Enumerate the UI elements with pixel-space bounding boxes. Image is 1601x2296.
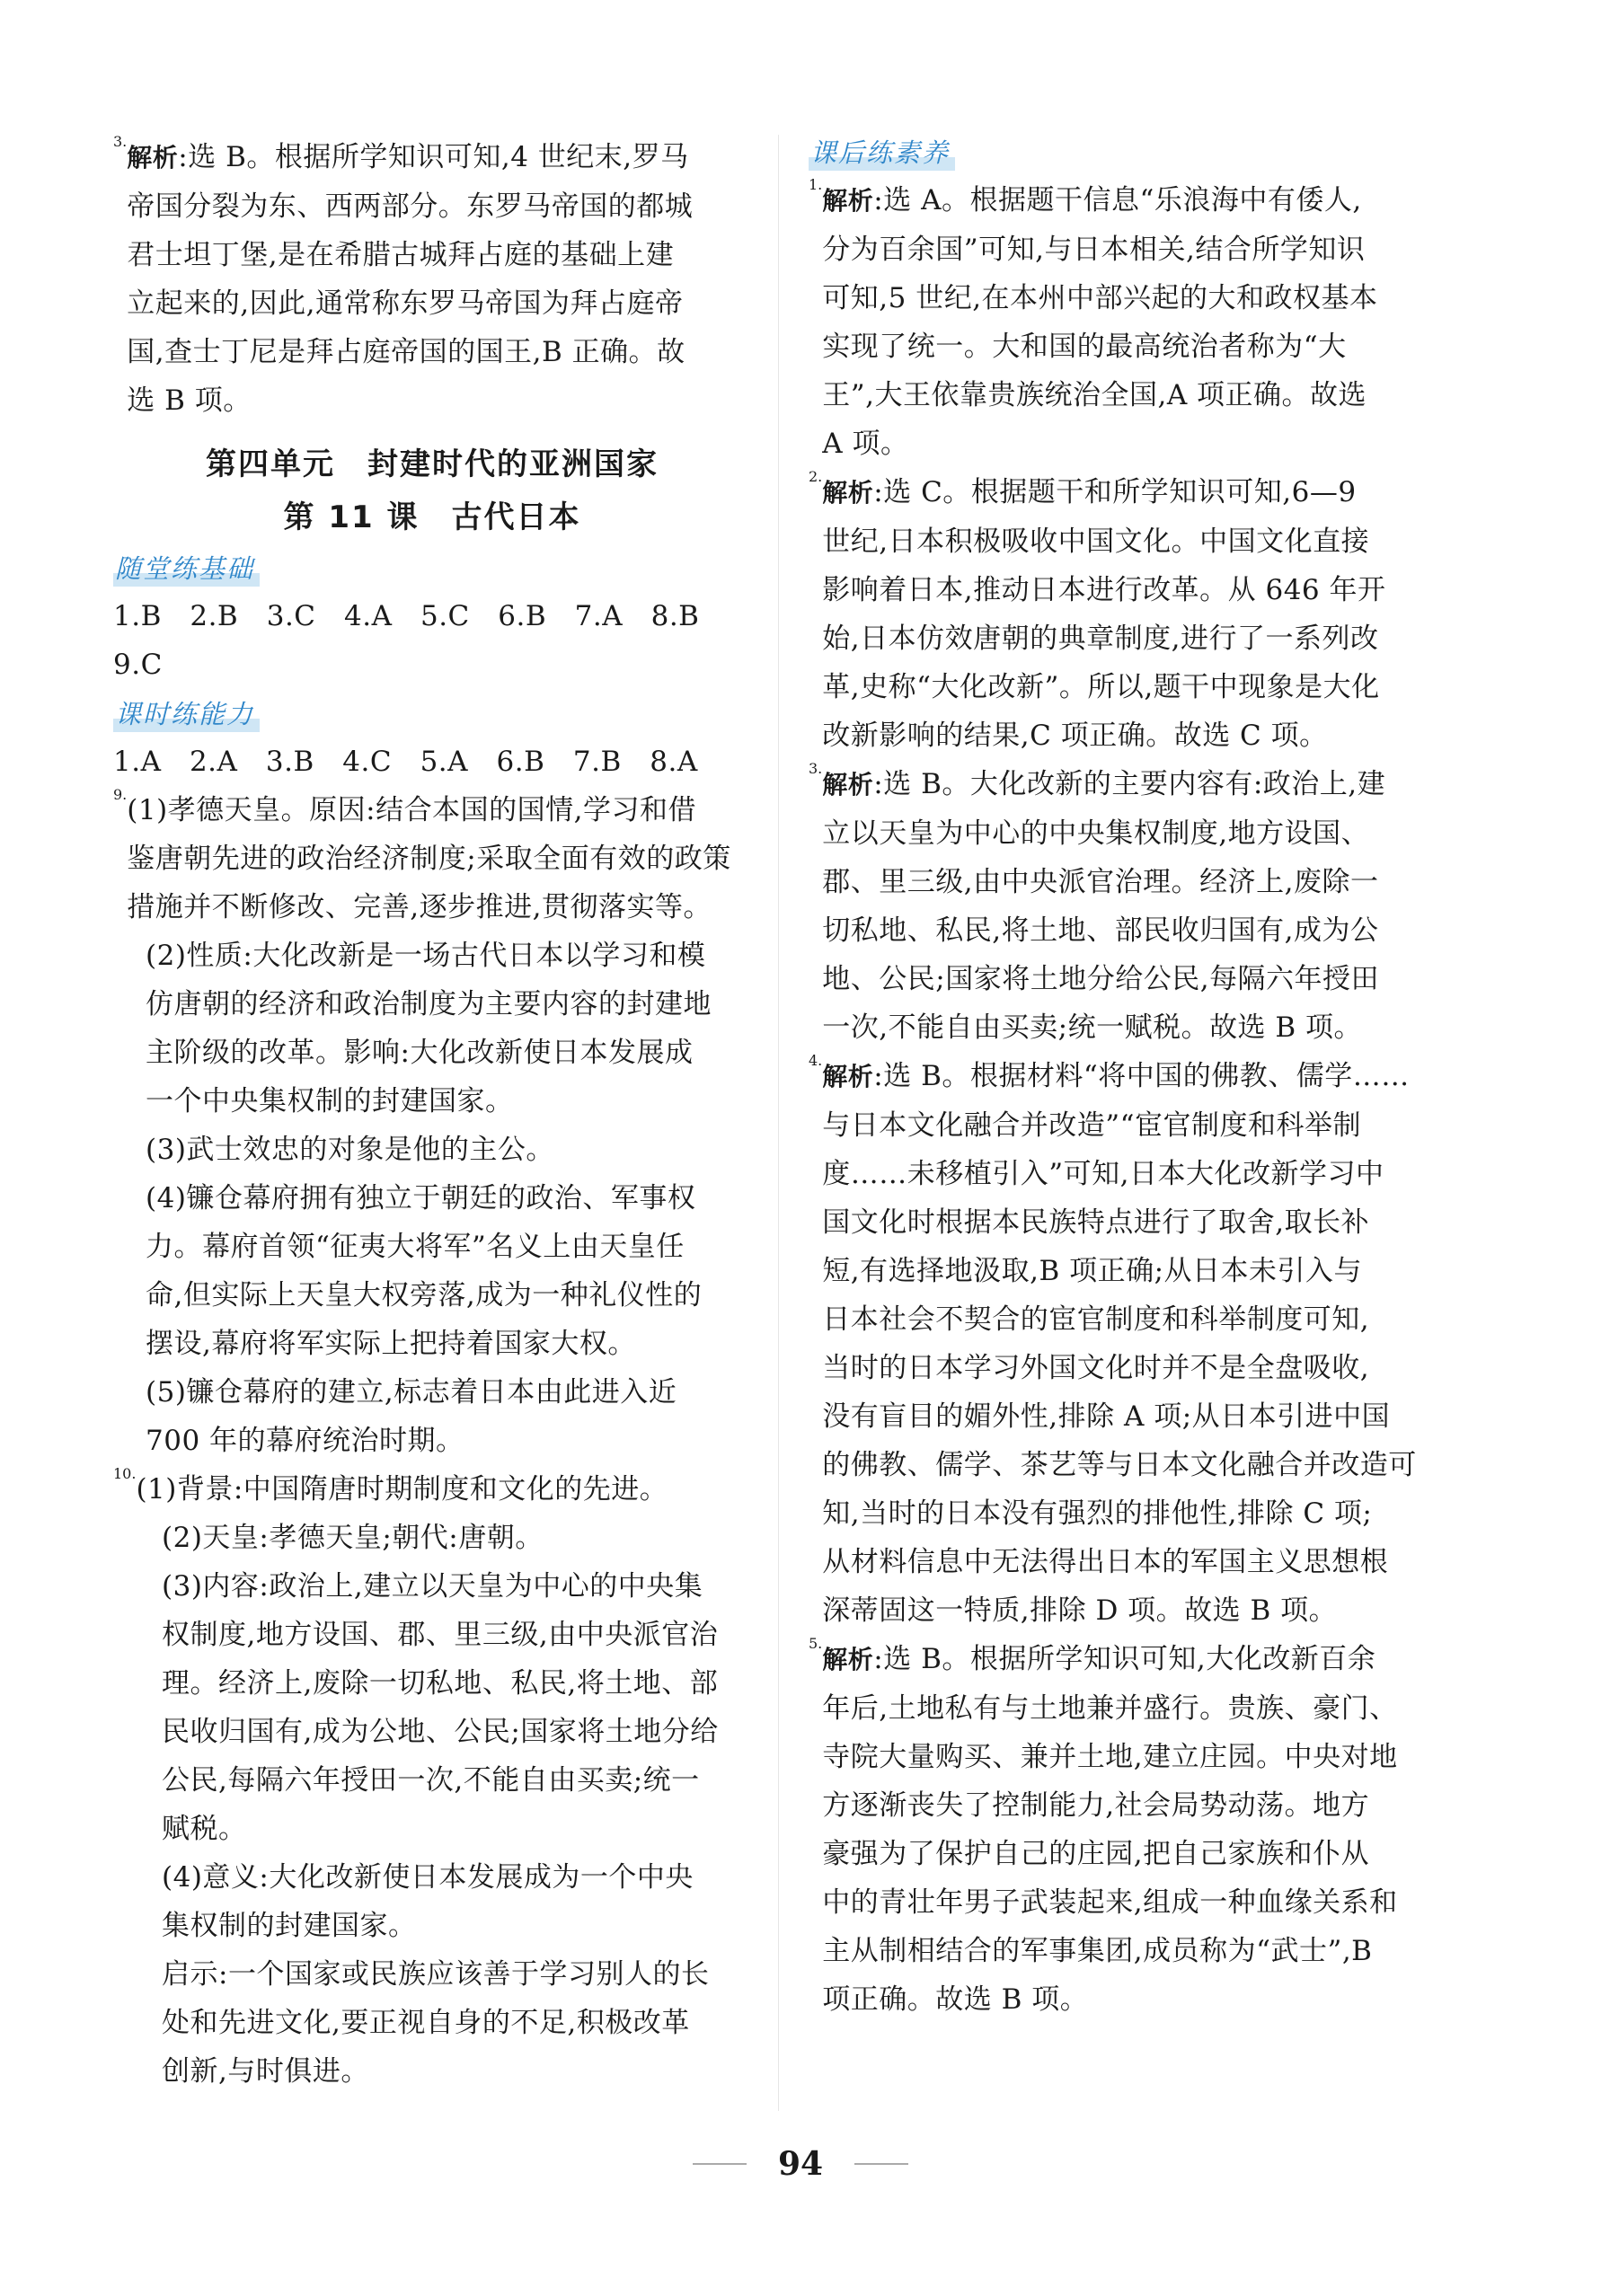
question-9-part-2: (2)性质:大化改新是一场古代日本以学习和模 仿唐朝的经济和政治制度为主要内容的封建地 主阶级的改革。影响:大化改新使日本发展成 一个中央集权制的封建国家。 <box>146 940 712 1117</box>
question-9-part-3: (3)武士效忠的对象是他的主公。 <box>146 1134 554 1166</box>
footer-rule-left <box>693 2163 747 2165</box>
analysis-label: 解析 <box>822 186 874 216</box>
question-10: 10. (1)背景:中国隋唐时期制度和文化的先进。 <box>113 1465 751 1514</box>
question-1: 1. 解析:选 A。根据题干信息“乐浪海中有倭人, 分为百余国”可知,与日本相关,结合所学知识 可知,5 世纪,在本州中部兴起的大和政权基本 实现了统一。大和国的最高统治者称为“大 王”,大王依靠贵族统治全国,A 项正确。故选 A 项。 <box>809 176 1454 468</box>
analysis-label: 解析 <box>822 770 874 799</box>
question-10-part-3: (3)内容:政治上,建立以天皇为中心的中央集 权制度,地方设国、郡、里三级,由中央派官治 理。经济上,废除一切私地、私民,将土地、部 民收归国有,成为公地、公民;国家将土地分给 公民,每隔六年授田一次,不能自由买卖;统一 赋税。 <box>162 1570 719 1845</box>
question-number: 10. <box>113 1465 137 1482</box>
answer-key-line: 9.C <box>113 649 163 681</box>
question-number: 3. <box>113 133 128 150</box>
question-2: 2. 解析:选 C。根据题干和所学知识可知,6—9 世纪,日本积极吸收中国文化。中国文化直接 影响着日本,推动日本进行改革。从 646 年开 始,日本仿效唐朝的典章制度,进行了一系列改 革,史称“大化改新”。所以,题干中现象是大化 改新影响的结果,C 项正确。故选 C 项。 <box>809 468 1454 760</box>
left-column <box>113 133 751 2096</box>
question-number: 2. <box>809 468 823 485</box>
section-heading-basic: 随堂练基础 <box>113 551 260 587</box>
question-9-part-5: (5)镰仓幕府的建立,标志着日本由此进入近 700 年的幕府统治时期。 <box>146 1376 677 1457</box>
question-number: 3. <box>809 760 823 777</box>
question-10-part-4: (4)意义:大化改新使日本发展成为一个中央 集权制的封建国家。 <box>162 1861 694 1942</box>
question-9-part-4: (4)镰仓幕府拥有独立于朝廷的政治、军事权 力。幕府首领“征夷大将军”名义上由天皇任 命,但实际上天皇大权旁落,成为一种礼仪性的 摆设,幕府将军实际上把持着国家大权。 <box>146 1182 703 1360</box>
question-number: 5. <box>809 1635 823 1652</box>
right-column <box>809 128 1454 2024</box>
section-heading-after-class: 课后练素养 <box>809 135 955 171</box>
question-9: 9. (1)孝德天皇。原因:结合本国的国情,学习和借 鉴唐朝先进的政治经济制度;采取全面有效的政策 措施并不断修改、完善,逐步推进,贯彻落实等。 <box>113 786 751 932</box>
footer-rule-right <box>854 2163 908 2165</box>
page-number: 94 <box>777 2145 824 2183</box>
column-divider <box>778 135 779 2111</box>
page-footer <box>0 2145 1601 2183</box>
question-5-after: 5. 解析:选 B。根据所学知识可知,大化改新百余 年后,土地私有与土地兼并盛行。贵族、豪门、 寺院大量购买、兼并土地,建立庄园。中央对地 方逐渐丧失了控制能力,社会局势动荡。地方 豪强为了保护自己的庄园,把自己家族和仆从 中的青壮年男子武装起来,组成一种血缘关系和 主从制相结合的军事集团,成员称为“武士”,B 项正确。故选 B 项。 <box>809 1635 1454 2024</box>
section-heading-ability: 课时练能力 <box>113 696 260 732</box>
analysis-label: 解析 <box>822 1062 874 1091</box>
unit-title: 第四单元 封建时代的亚洲国家 <box>206 446 659 482</box>
analysis-label: 解析 <box>127 143 179 172</box>
question-number: 9. <box>113 786 128 803</box>
question-3: 3. 解析:选 B。根据所学知识可知,4 世纪末,罗马 帝国分裂为东、西两部分。东罗马帝国的都城 君士坦丁堡,是在希腊古城拜占庭的基础上建 立起来的,因此,通常称东罗马帝国为拜占庭帝 国,查士丁尼是拜占庭帝国的国王,B 正确。故 选 B 项。 <box>113 133 751 425</box>
question-number: 1. <box>809 176 823 193</box>
question-number: 4. <box>809 1052 823 1069</box>
answer-key-line: 1.B 2.B 3.C 4.A 5.C 6.B 7.A 8.B <box>113 600 700 632</box>
question-4-after: 4. 解析:选 B。根据材料“将中国的佛教、儒学…… 与日本文化融合并改造”“宦官制度和科举制 度……未移植引入”可知,日本大化改新学习中 国文化时根据本民族特点进行了取舍,取长补 短,有选择地汲取,B 项正确;从日本未引入与 日本社会不契合的宦官制度和科举制度可知, 当时的日本学习外国文化时并不是全盘吸收, 没有盲目的媚外性,排除 A 项;从日本引进中国 的佛教、儒学、茶艺等与日本文化融合并改造可 知,当时的日本没有强烈的排他性,排除 C 项; 从材料信息中无法得出日本的军国主义思想根 深蒂固这一特质,排除 D 项。故选 B 项。 <box>809 1052 1454 1635</box>
question-10-part-2: (2)天皇:孝德天皇;朝代:唐朝。 <box>162 1522 544 1554</box>
analysis-label: 解析 <box>822 478 874 508</box>
answer-key-line: 1.A 2.A 3.B 4.C 5.A 6.B 7.B 8.A <box>113 746 698 778</box>
analysis-label: 解析 <box>822 1645 874 1674</box>
question-3-after: 3. 解析:选 B。大化改新的主要内容有:政治上,建 立以天皇为中心的中央集权制度,地方设国、 郡、里三级,由中央派官治理。经济上,废除一 切私地、私民,将土地、部民收归国有,成为公 地、公民;国家将土地分给公民,每隔六年授田 一次,不能自由买卖;统一赋税。故选 B 项。 <box>809 760 1454 1052</box>
question-10-inspiration: 启示:一个国家或民族应该善于学习别人的长 处和先进文化,要正视自身的不足,积极改革 创新,与时俱进。 <box>162 1958 710 2088</box>
lesson-title: 第 11 课 古代日本 <box>283 499 581 535</box>
